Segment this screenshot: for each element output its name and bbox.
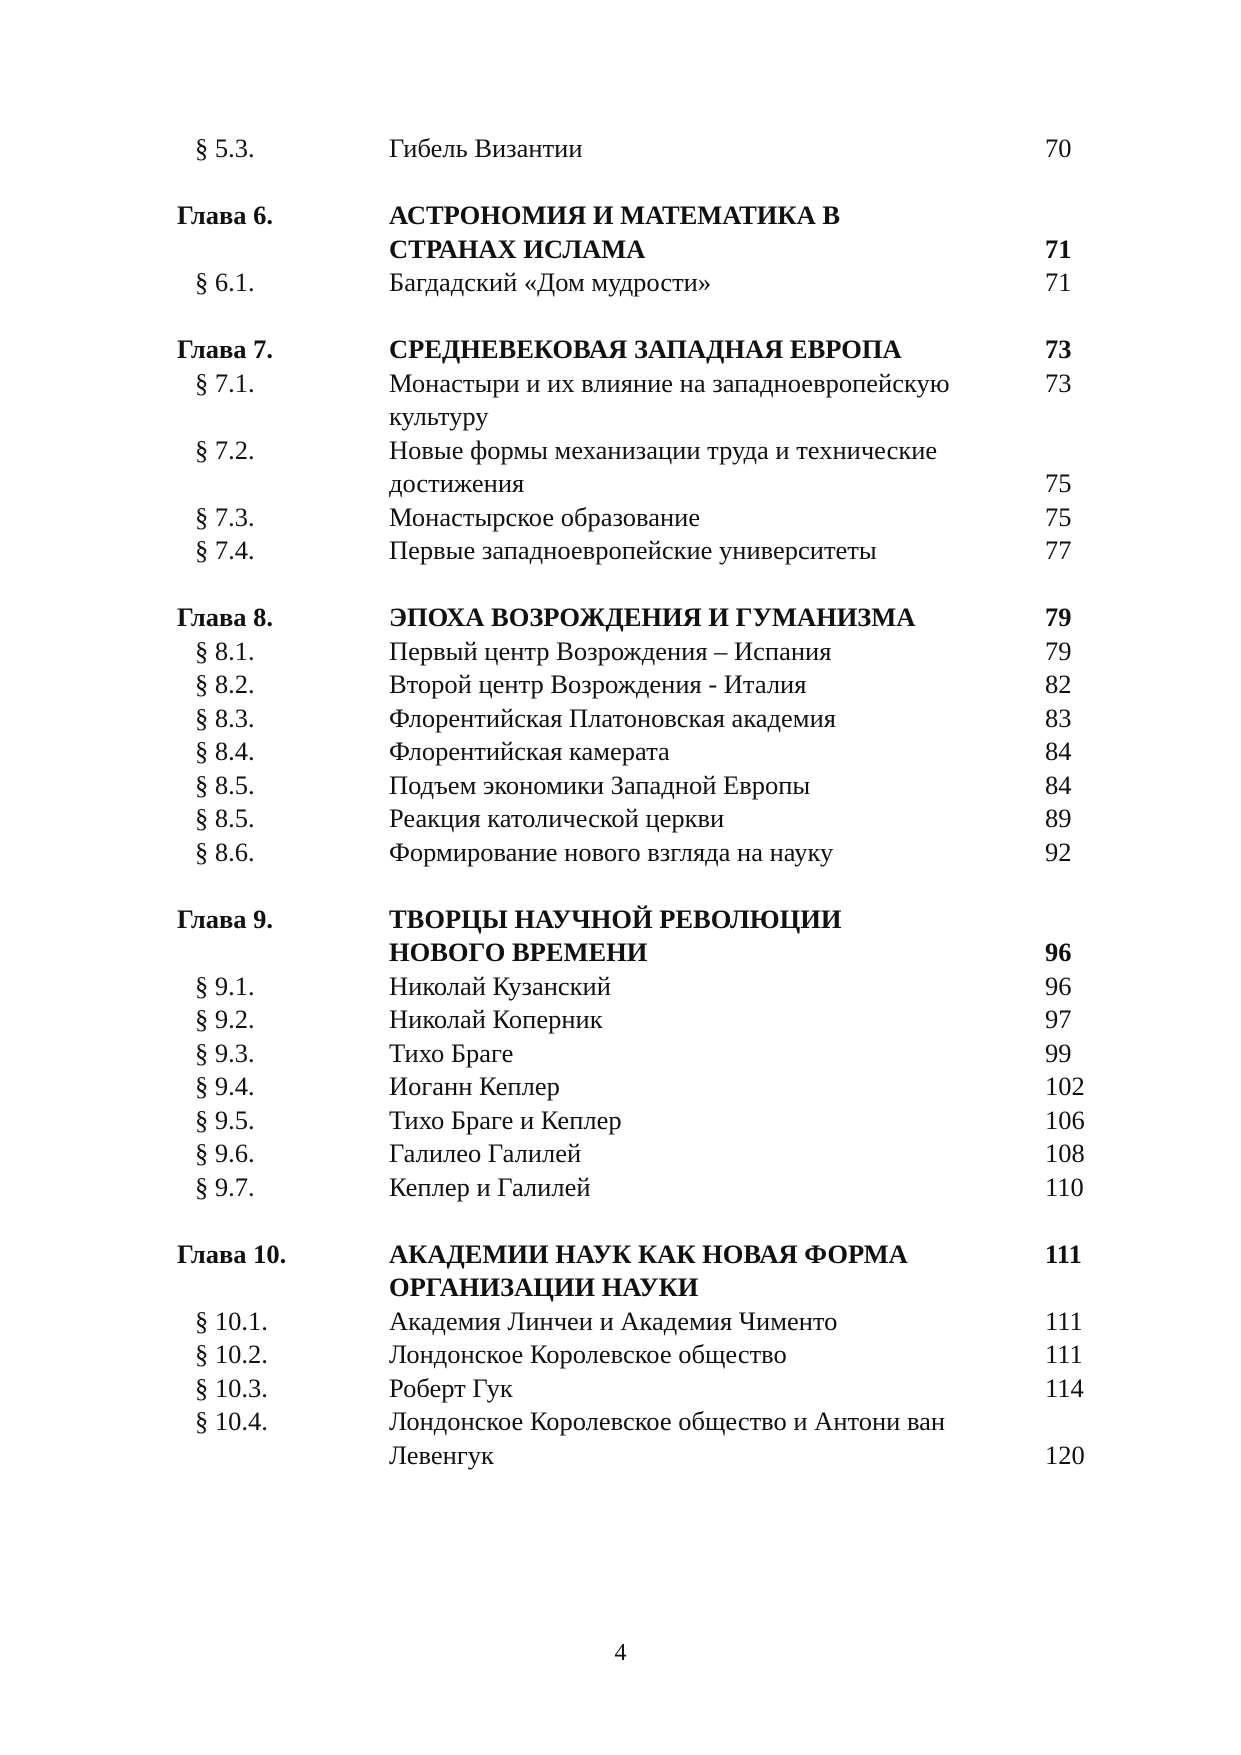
toc-title: Монастырское образование [389, 501, 701, 532]
toc-label: Глава 10. [177, 1238, 287, 1269]
toc-label: § 8.3. [195, 702, 255, 733]
toc-label: § 10.1. [195, 1305, 268, 1336]
toc-page: 75 [1045, 501, 1072, 532]
toc-title: Николай Кузанский [389, 970, 611, 1001]
toc-page: 83 [1045, 702, 1072, 733]
toc-title: ОРГАНИЗАЦИИ НАУКИ [389, 1272, 699, 1302]
toc-label: § 8.5. [195, 803, 255, 833]
toc-section-row [0, 266, 1241, 300]
toc-label: § 9.7. [195, 1171, 255, 1202]
toc-section-row [0, 836, 1241, 870]
toc-title: ЭПОХА ВОЗРОЖДЕНИЯ И ГУМАНИЗМА [389, 602, 916, 632]
toc-section-row [0, 702, 1241, 736]
toc-label: § 10.2. [195, 1339, 268, 1369]
toc-label: § 6.1. [195, 267, 255, 297]
toc-chapter-row [0, 903, 1241, 937]
toc-chapter-row [0, 1271, 1241, 1305]
toc-label: Глава 6. [177, 200, 274, 230]
toc-section-row [0, 1070, 1241, 1104]
toc-label: § 7.4. [195, 535, 255, 565]
toc-page: 71 [1045, 267, 1072, 297]
toc-label: § 8.1. [195, 635, 255, 666]
toc-page: 111 [1045, 1339, 1083, 1369]
toc-title: Новые формы механизации труда и технические [389, 434, 938, 465]
table-of-contents [0, 132, 1241, 1472]
toc-title: Роберт Гук [389, 1372, 513, 1403]
toc-section-row [0, 1137, 1241, 1171]
toc-label: § 7.3. [195, 501, 255, 532]
toc-section-row [0, 735, 1241, 769]
toc-title: СРЕДНЕВЕКОВАЯ ЗАПАДНАЯ ЕВРОПА [389, 334, 902, 364]
toc-section-row [0, 668, 1241, 702]
toc-title: Лондонское Королевское общество [389, 1339, 787, 1369]
toc-title: Иоганн Кеплер [389, 1071, 560, 1101]
toc-page: 106 [1045, 1104, 1085, 1135]
toc-title: Лондонское Королевское общество и Антони ван [389, 1406, 946, 1436]
toc-chapter-row [0, 601, 1241, 635]
toc-label: § 9.1. [195, 970, 255, 1001]
toc-page: 79 [1045, 635, 1072, 666]
toc-title: Подъем экономики Западной Европы [389, 769, 811, 800]
toc-title: НОВОГО ВРЕМЕНИ [389, 937, 648, 967]
toc-chapter-row [0, 233, 1241, 267]
toc-label: § 8.2. [195, 669, 255, 699]
toc-page: 111 [1045, 1305, 1083, 1336]
toc-page: 102 [1045, 1071, 1085, 1101]
toc-page: 120 [1045, 1439, 1085, 1470]
toc-label: Глава 9. [177, 903, 274, 934]
toc-title: Галилео Галилей [389, 1138, 582, 1168]
toc-title: Академия Линчеи и Академия Чименто [389, 1305, 838, 1336]
toc-page: 96 [1045, 970, 1072, 1001]
toc-section-row [0, 132, 1241, 166]
toc-title: Кеплер и Галилей [389, 1171, 591, 1202]
toc-section-row [0, 367, 1241, 401]
toc-section-row [0, 501, 1241, 535]
toc-title: Николай Коперник [389, 1004, 603, 1034]
toc-section-row [0, 400, 1241, 434]
toc-label: § 7.2. [195, 434, 255, 465]
toc-title: Флорентийская Платоновская академия [389, 702, 836, 733]
toc-label: § 9.6. [195, 1138, 255, 1168]
toc-page: 70 [1045, 133, 1072, 163]
toc-section-row [0, 769, 1241, 803]
toc-page: 99 [1045, 1037, 1072, 1068]
toc-label: § 10.3. [195, 1372, 268, 1403]
toc-page: 97 [1045, 1004, 1072, 1034]
toc-label: § 7.1. [195, 367, 255, 398]
toc-label: § 8.6. [195, 836, 255, 867]
toc-title: Первый центр Возрождения – Испания [389, 635, 832, 666]
toc-title: АКАДЕМИИ НАУК КАК НОВАЯ ФОРМА [389, 1238, 908, 1269]
toc-chapter-row [0, 333, 1241, 367]
toc-label: § 9.5. [195, 1104, 255, 1135]
toc-chapter-row [0, 1238, 1241, 1272]
toc-title: СТРАНАХ ИСЛАМА [389, 233, 646, 264]
toc-page: 110 [1045, 1171, 1084, 1202]
toc-label: § 9.3. [195, 1037, 255, 1068]
toc-section-row [0, 1037, 1241, 1071]
toc-section-row [0, 635, 1241, 669]
toc-title: достижения [389, 468, 525, 498]
toc-section-row [0, 1305, 1241, 1339]
toc-title: Багдадский «Дом мудрости» [389, 267, 712, 297]
toc-page: 114 [1045, 1372, 1084, 1403]
toc-page: 84 [1045, 769, 1072, 800]
toc-page: 77 [1045, 535, 1072, 565]
toc-label: Глава 8. [177, 602, 274, 632]
toc-page: 89 [1045, 803, 1072, 833]
toc-label: § 9.2. [195, 1004, 255, 1034]
toc-title: Формирование нового взгляда на науку [389, 836, 834, 867]
toc-title: Левенгук [389, 1439, 494, 1470]
toc-label: § 9.4. [195, 1071, 255, 1101]
toc-section-row [0, 1372, 1241, 1406]
toc-section-row [0, 467, 1241, 501]
toc-title: Реакция католической церкви [389, 803, 725, 833]
toc-page: 84 [1045, 736, 1072, 766]
toc-title: Гибель Византии [389, 133, 583, 163]
toc-section-row [0, 970, 1241, 1004]
toc-section-row [0, 534, 1241, 568]
toc-title: ТВОРЦЫ НАУЧНОЙ РЕВОЛЮЦИИ [389, 903, 842, 934]
toc-label: Глава 7. [177, 334, 274, 364]
toc-page: 73 [1045, 334, 1072, 364]
toc-title: культуру [389, 401, 489, 431]
toc-chapter-row [0, 199, 1241, 233]
toc-title: Тихо Браге [389, 1037, 514, 1068]
toc-page: 73 [1045, 367, 1072, 398]
toc-title: Второй центр Возрождения - Италия [389, 669, 807, 699]
toc-page: 79 [1045, 602, 1072, 632]
toc-section-row [0, 1003, 1241, 1037]
toc-title: Первые западноевропейские университеты [389, 535, 877, 565]
toc-section-row [0, 802, 1241, 836]
toc-section-row [0, 1338, 1241, 1372]
toc-page: 75 [1045, 468, 1072, 498]
toc-label: § 5.3. [195, 133, 255, 163]
toc-page: 71 [1045, 233, 1072, 264]
toc-title: Флорентийская камерата [389, 736, 670, 766]
toc-section-row [0, 434, 1241, 468]
toc-title: Монастыри и их влияние на западноевропейскую [389, 367, 950, 398]
toc-label: § 10.4. [195, 1406, 268, 1436]
toc-section-row [0, 1405, 1241, 1439]
toc-title: АСТРОНОМИЯ И МАТЕМАТИКА В [389, 200, 841, 230]
page-number: 4 [614, 1640, 627, 1666]
toc-title: Тихо Браге и Кеплер [389, 1104, 622, 1135]
toc-section-row [0, 1439, 1241, 1473]
toc-chapter-row [0, 936, 1241, 970]
toc-page: 108 [1045, 1138, 1085, 1168]
toc-section-row [0, 1104, 1241, 1138]
toc-page: 96 [1045, 937, 1072, 967]
toc-page: 82 [1045, 669, 1072, 699]
toc-label: § 8.5. [195, 769, 255, 800]
toc-page: 92 [1045, 836, 1072, 867]
toc-page: 111 [1045, 1238, 1082, 1269]
toc-label: § 8.4. [195, 736, 255, 766]
toc-section-row [0, 1171, 1241, 1205]
